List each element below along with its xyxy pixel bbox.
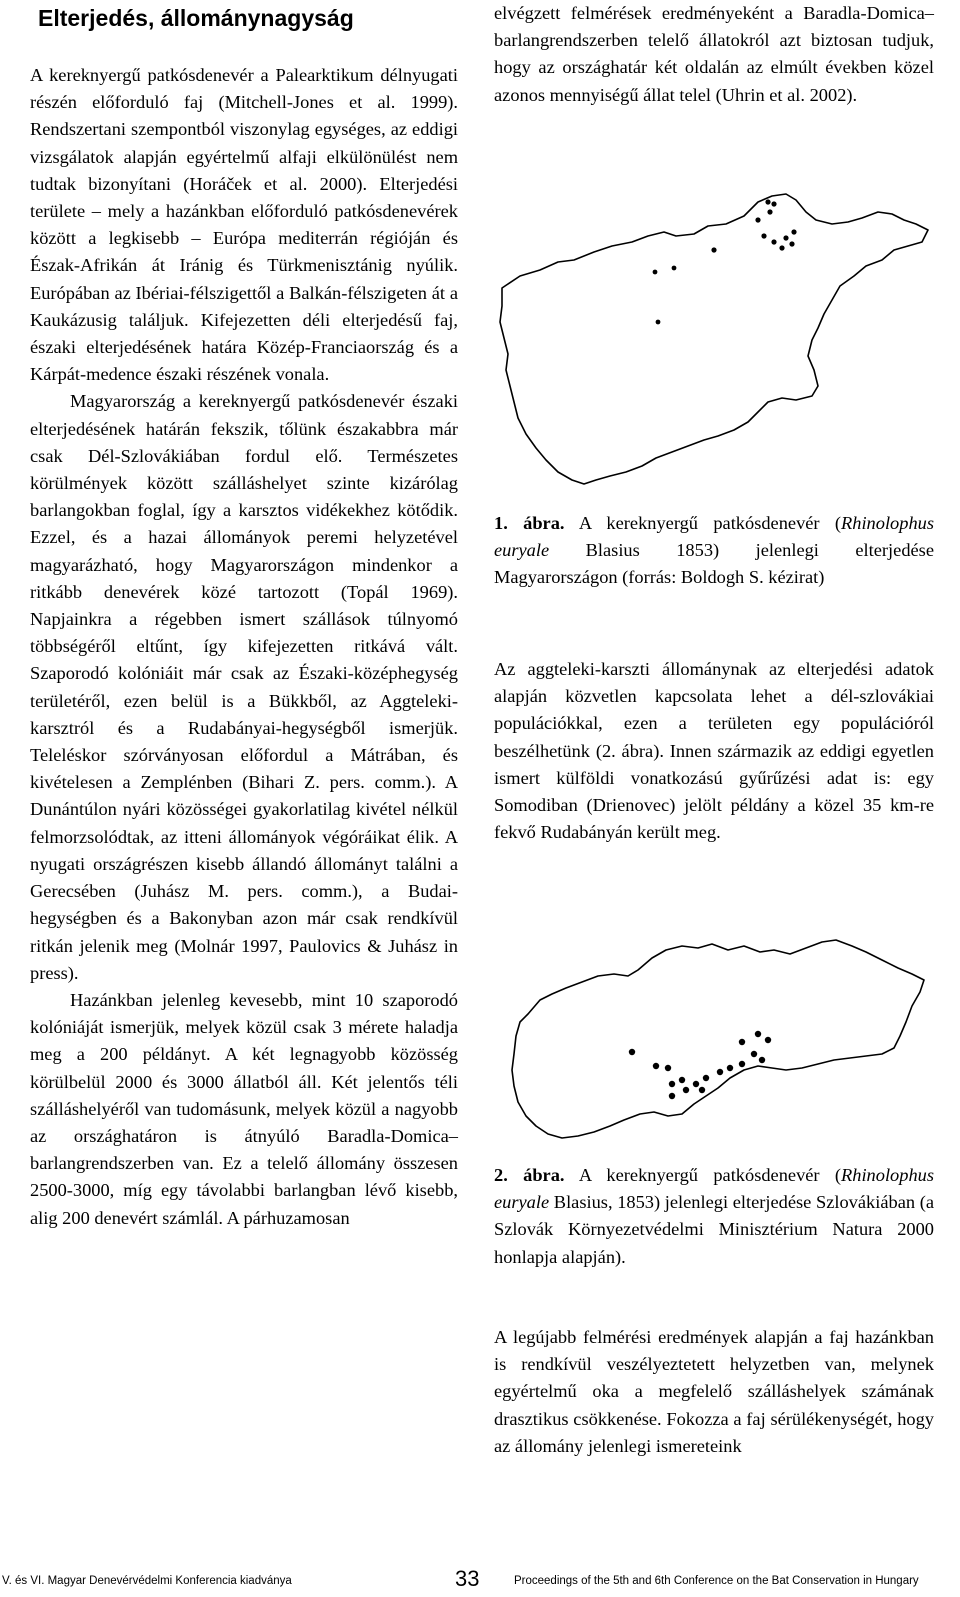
footer-left-text: V. és VI. Magyar Denevérvédelmi Konferencia kiadványa <box>2 1575 292 1587</box>
page-number: 33 <box>455 1566 480 1591</box>
slovakia-distribution-map <box>506 936 936 1146</box>
figure-label: 2. ábra. <box>494 1165 565 1185</box>
species-name: Rhinolophus euryale <box>494 1165 934 1213</box>
page-footer <box>0 1566 960 1596</box>
right-middle-paragraph: Az aggteleki-karszti állománynak az elterjedési adatok alapján közvetlen kapcsolata lehet a dél-szlovákiai populációkkal, ezen a területen egy populációról beszélhetünk (2. ábra). Innen származik az eddigi egyetlen ismert külföldi vonatkozású gyűrűzési adat is: egy Somodiban (Drienovec) jelölt példány a közel 35 km-re fekvő Rudabányán került meg. <box>494 659 934 843</box>
right-column <box>494 0 934 109</box>
occurrence-points <box>653 199 797 324</box>
footer-right-text: Proceedings of the 5th and 6th Conference on the Bat Conservation in Hungary <box>514 1575 919 1587</box>
figure-label: 1. ábra. <box>494 513 565 533</box>
body-paragraph: elvégzett felmérések eredményeként a Baradla-Domica–barlangrendszerben telelő állatokról azt biztosan tudjuk, hogy az országhatár két oldalán az elmúlt években közel azonos mennyiségű állat telel (Uhrin et al. 2002). <box>494 3 934 105</box>
right-bottom-paragraph: A legújabb felmérési eredmények alapján a faj hazánkban is rendkívül veszélyeztetett helyzetben van, melynek egyértelmű oka a megfelelő szálláshelyek számának drasztikus csökkenése. Fokozza a faj sérülékenységét, hogy az állomány jelenlegi ismereteink <box>494 1327 934 1456</box>
left-column <box>30 0 458 1232</box>
body-paragraph: A kereknyergű patkósdenevér a Palearktikum délnyugati részén előforduló faj (Mitchell-Jones et al. 1999). Rendszertani szempontból viszonylag egységes, az eddigi vizsgálatok alapján egyértelmű alfaji elkülönülést nem tudtak bizonyítani (Horáček et al. 2000). Elterjedési területe – mely a hazánkban előforduló patkósdenevérek között a legkisebb – Európa mediterrán régióján és Észak-Afrikán át Iránig és Türkmenisztánig nyúlik. Európában az Ibériai-félszigettől a Balkán-félszigeten át a Kaukázusig találjuk. Kifejezetten déli elterjedésű faj, északi elterjedésének határa Közép-Franciaország és a Kárpát-medence északi részének vonala. <box>30 65 458 385</box>
body-paragraph: Magyarország a kereknyergű patkósdenevér északi elterjedésének határán fekszik, tőlünk északabbra már csak Dél-Szlovákiában fordul elő. Természetes körülmények között szálláshelyet szinte kizárólag barlangokban foglal, így a karsztos vidékekhez kötődik. Ezzel, és a hazai állományok peremi helyzetével magyarázható, hogy Magyarországon mindenkor a ritkább denevérek közé tartozott (Topál 1969). Napjainkra a régebben ismert szállások túlnyomó többségéről eltűnt, így kifejezetten ritkává vált. Szaporodó kolóniáit már csak az Északi-középhegység területéről, ezen belül is a Bükkből, az Aggteleki-karsztról és a Rudabányai-hegységből ismerjük. Teleléskor szórványosan előfordul a Mátrában, és kivételesen a Zemplénben (Bihari Z. pers. comm.). A Dunántúlon nyári közösségei gyakorlatilag kivétel nélkül felmorzsolódtak, az itteni állományok végóráikat élik. A nyugati országrészen kisebb állandó állományt találni a Gerecsében (Juhász M. pers. comm.), a Budai-hegységben és a Bakonyban azon már csak rendkívül ritkán jelenik meg (Molnár 1997, Paulovics & Juhász in press). <box>30 391 458 983</box>
body-paragraph: Hazánkban jelenleg kevesebb, mint 10 szaporodó kolóniáját ismerjük, melyek közül csak 3 mérete haladja meg a 200 példányt. A két legnagyobb közösség körülbelül 2000 és 3000 állatból áll. Két jelentős téli szálláshelyéről van tudomásunk, melyek közül a nagyobb az országhatáron is átnyúló Baradla-Domica–barlangrendszerben van. Ez a telelő állomány összesen 2500-3000, míg egy távolabbi barlangban lévő kisebb, alig 200 denevért számlál. A párhuzamosan <box>30 989 458 1228</box>
occurrence-points <box>629 1031 771 1099</box>
figure-1-caption: 1. ábra. A kereknyergű patkósdenevér (Rhinolophus euryale Blasius 1853) jelenlegi elterjedése Magyarországon (forrás: Boldogh S. kézirat) <box>494 513 934 588</box>
figure-2-caption: 2. ábra. A kereknyergű patkósdenevér (Rhinolophus euryale Blasius, 1853) jelenlegi elterjedése Szlovákiában (a Szlovák Környezetvédelmi Minisztérium Natura 2000 honlapja alapján). <box>494 1165 934 1267</box>
section-heading: Elterjedés, állománynagyság <box>38 5 354 31</box>
hungary-distribution-map <box>496 190 936 490</box>
species-name: Rhinolophus euryale <box>494 513 934 561</box>
